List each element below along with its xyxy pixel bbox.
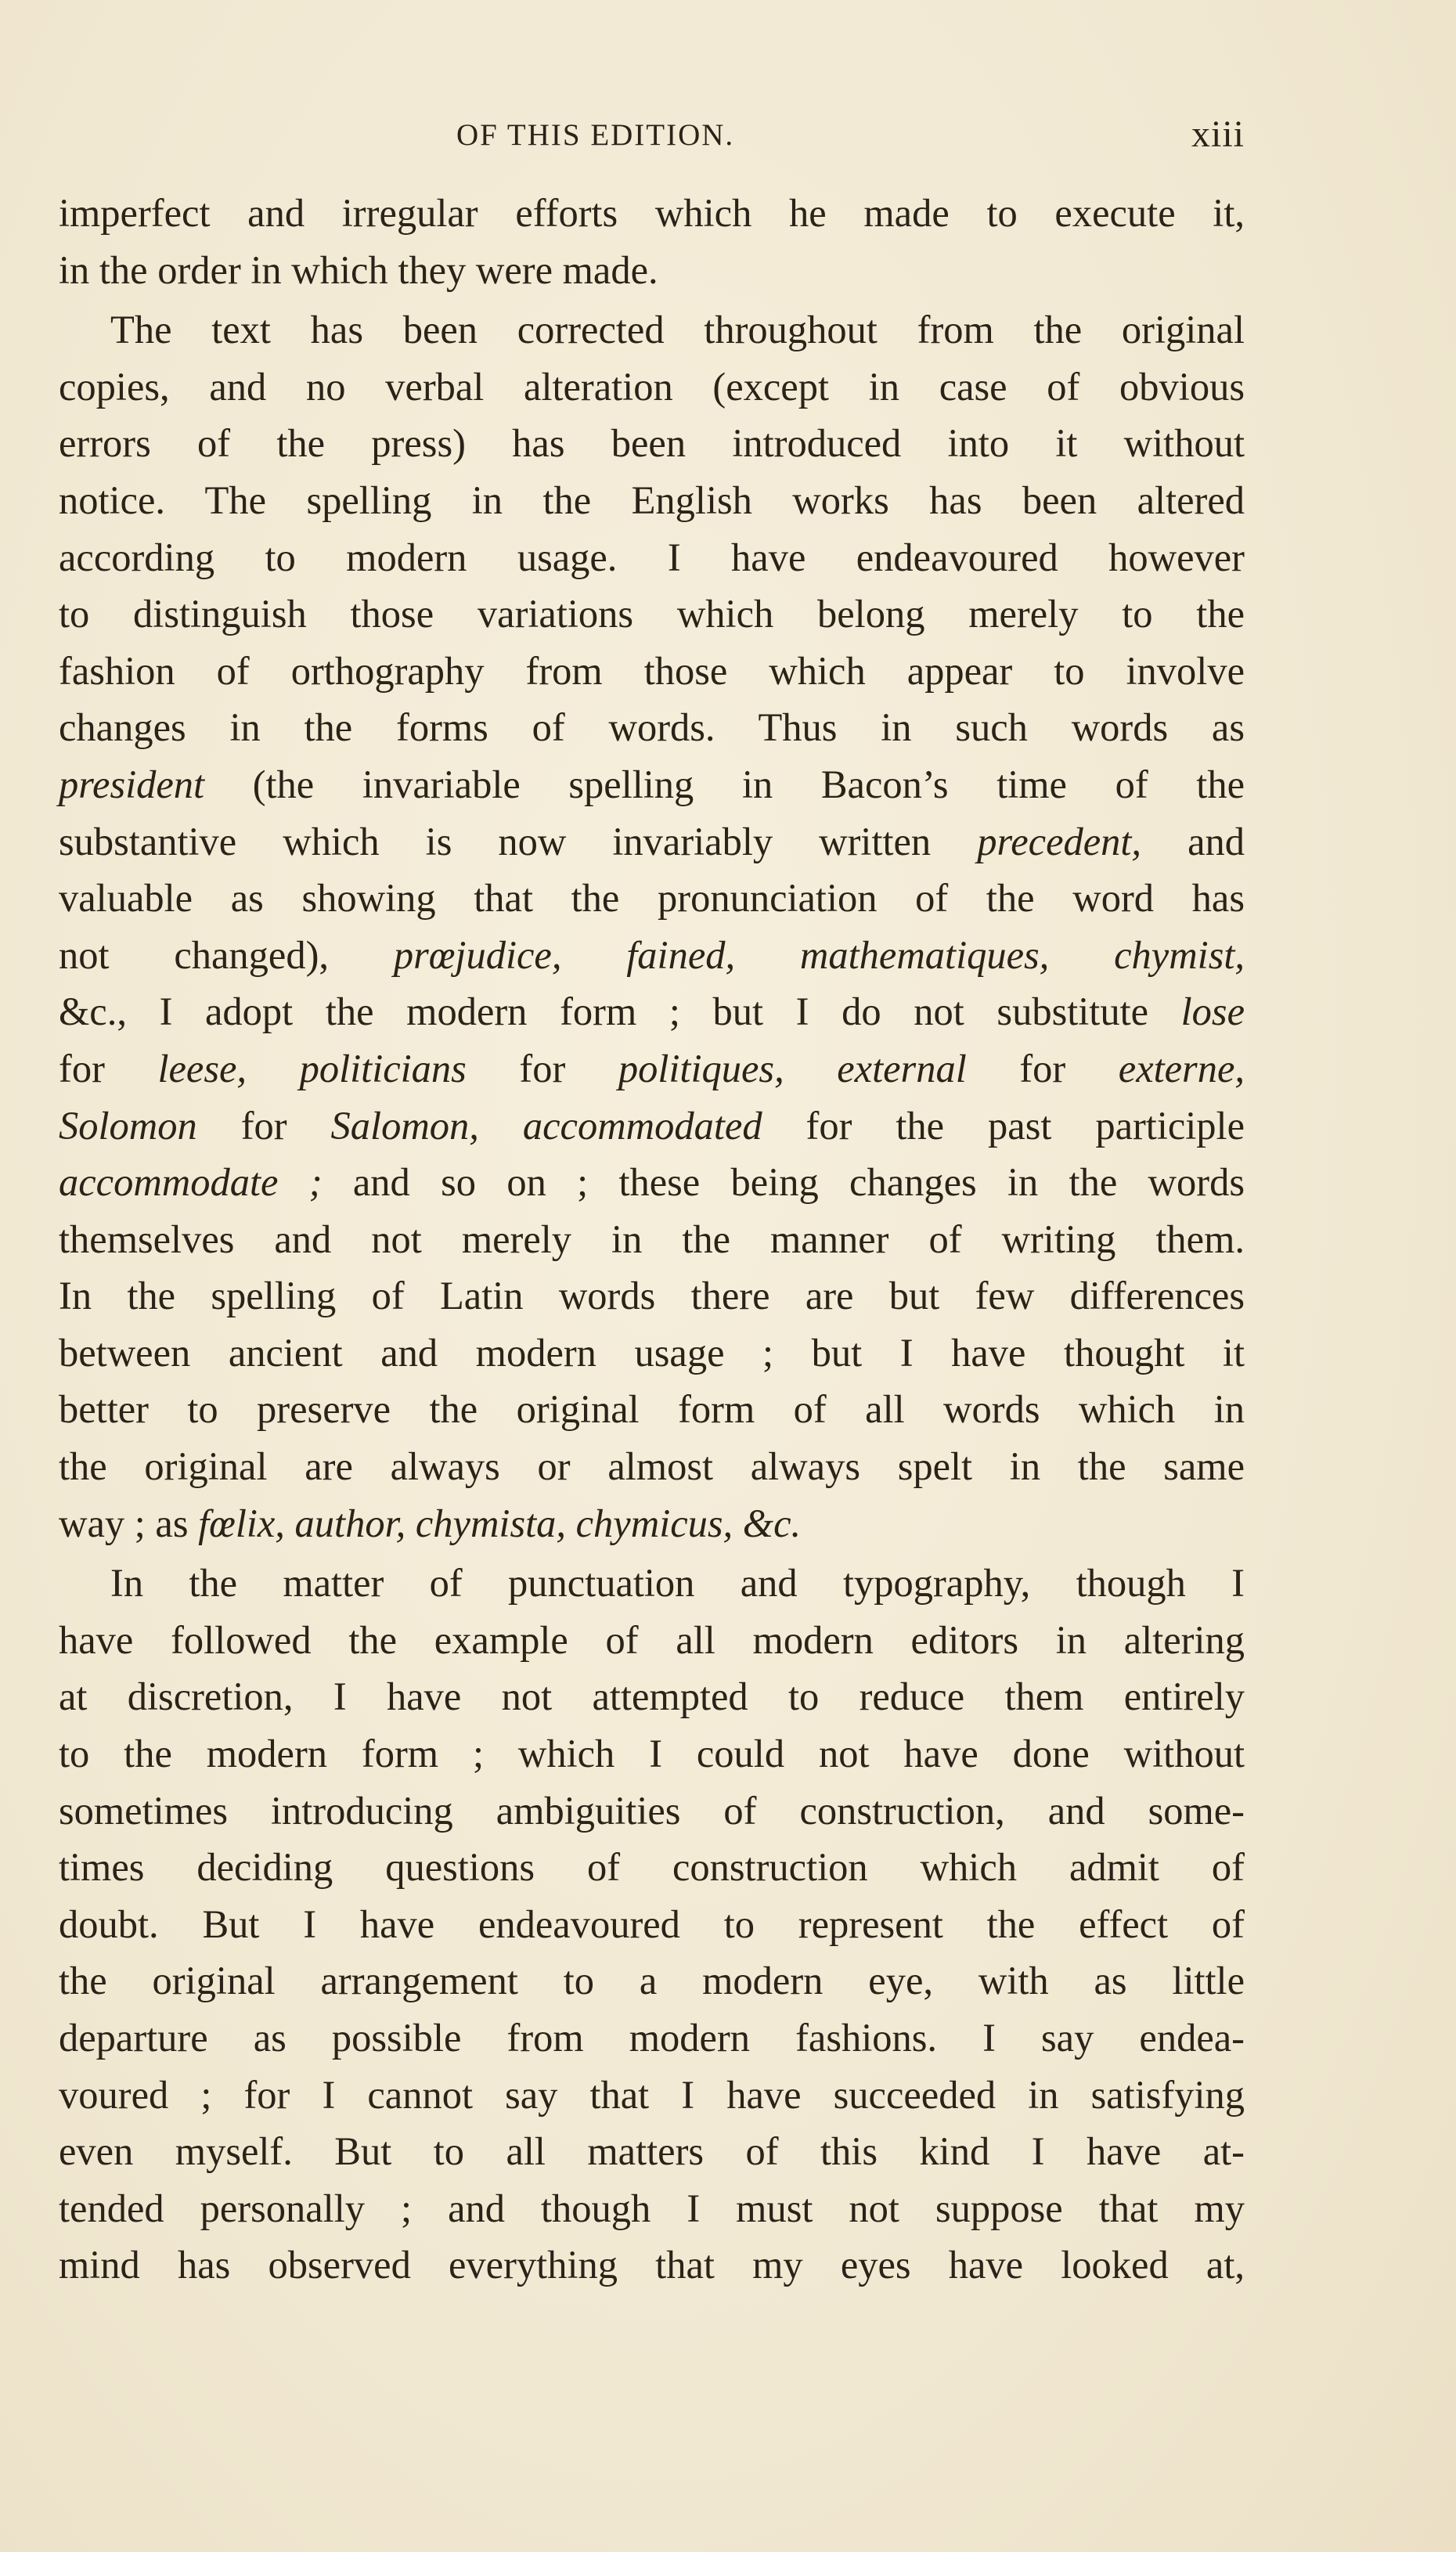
text-segment: errors of the press) has been introduced into it without [59, 421, 1245, 466]
text-segment: better to preserve the original form of all words which in [59, 1387, 1245, 1432]
text-segment: have followed the example of all modern editors in altering [59, 1617, 1245, 1662]
text-segment: tended personally ; and though I must not suppose that my [59, 2186, 1245, 2230]
text-line [59, 1495, 1245, 1552]
text-line [59, 185, 1245, 242]
text-segment: notice. The spelling in the English works has been altered [59, 478, 1245, 522]
italic-text: prœjudice, fained, mathematiques, chymist, [393, 932, 1245, 977]
text-line [59, 1040, 1245, 1098]
text-segment: the original are always or almost always spelt in the same [59, 1444, 1245, 1489]
text-segment: themselves and not merely in the manner of writing them. [59, 1217, 1245, 1261]
text-segment: for [59, 1046, 158, 1090]
text-segment: even myself. But to all matters of this kind I have at- [59, 2129, 1245, 2174]
text-segment: substantive which is now invariably written [59, 819, 978, 863]
text-line [59, 2180, 1245, 2237]
text-segment: for [966, 1046, 1119, 1090]
text-line [59, 1325, 1245, 1382]
text-segment: for [466, 1046, 618, 1090]
text-line [59, 983, 1245, 1040]
text-segment: doubt. But I have endeavoured to represent the effect of [59, 1901, 1245, 1946]
text-line [59, 1438, 1245, 1495]
text-segment: (the invariable spelling in Bacon’s time of the [204, 762, 1245, 806]
text-segment: the original arrangement to a modern eye, with as little [59, 1959, 1245, 2003]
body-text [59, 185, 1245, 2297]
text-line [59, 472, 1245, 529]
text-segment: departure as possible from modern fashions. I say endea- [59, 2016, 1245, 2060]
text-line [59, 1211, 1245, 1268]
text-line [59, 1839, 1245, 1896]
text-line [59, 1952, 1245, 2010]
italic-text: Salomon, accommodated [330, 1103, 762, 1148]
italic-text: Solomon [59, 1103, 197, 1148]
text-segment: valuable as showing that the pronunciation of the word has [59, 876, 1245, 921]
text-segment: not changed), [59, 932, 394, 977]
text-line [59, 1267, 1245, 1325]
text-line [59, 2067, 1245, 2124]
text-line [59, 756, 1245, 813]
text-segment: to the modern form ; which I could not have done without [59, 1732, 1245, 1776]
text-segment: mind has observed everything that my eyes have looked at, [59, 2243, 1245, 2287]
text-line [59, 1725, 1245, 1782]
italic-text: precedent, [977, 819, 1142, 863]
page-header [59, 114, 1245, 164]
text-line [59, 242, 1245, 299]
text-segment: In the matter of punctuation and typography, though I [110, 1561, 1245, 1606]
text-segment: for [196, 1103, 331, 1148]
text-line [59, 529, 1245, 586]
text-line [59, 1668, 1245, 1725]
text-line [59, 1381, 1245, 1438]
running-title: OF THIS EDITION. [456, 118, 735, 152]
text-line [59, 2010, 1245, 2067]
text-line [59, 1896, 1245, 1953]
italic-text: lose [1180, 989, 1245, 1034]
text-line [59, 1612, 1245, 1669]
text-line [59, 2237, 1245, 2294]
text-line [59, 2123, 1245, 2180]
text-segment: way ; as [59, 1501, 199, 1545]
text-line [59, 359, 1245, 416]
paragraph [59, 185, 1245, 298]
italic-text: fœlix, author, chymista, chymicus, &c. [198, 1501, 802, 1545]
text-segment: for the past participle [762, 1103, 1245, 1148]
text-segment: copies, and no verbal alteration (except in case of obvious [59, 364, 1245, 409]
text-line [59, 870, 1245, 927]
text-segment: between ancient and modern usage ; but I have thought it [59, 1330, 1245, 1375]
text-line [59, 1555, 1245, 1612]
italic-text: externe, [1118, 1046, 1245, 1090]
text-line [59, 699, 1245, 756]
text-segment: to distinguish those variations which belong merely to the [59, 592, 1245, 636]
text-segment: voured ; for I cannot say that I have succeeded in satisfying [59, 2072, 1245, 2117]
text-segment: at discretion, I have not attempted to reduce them entirely [59, 1674, 1245, 1719]
text-line [59, 927, 1245, 984]
text-segment: changes in the forms of words. Thus in such words as [59, 705, 1245, 750]
italic-text: politiques, external [618, 1046, 967, 1090]
page-number: xiii [1191, 114, 1245, 155]
text-segment: and so on ; these being changes in the words [322, 1160, 1245, 1205]
italic-text: leese, politicians [157, 1046, 467, 1090]
text-segment: times deciding questions of construction which admit of [59, 1845, 1245, 1890]
paragraph [59, 1555, 1245, 2294]
text-segment: The text has been corrected throughout from the original [110, 308, 1245, 352]
italic-text: president [59, 762, 205, 806]
text-segment: in the order in which they were made. [59, 247, 658, 292]
text-segment: sometimes introducing ambiguities of construction, and some- [59, 1788, 1245, 1833]
text-segment: &c., I adopt the modern form ; but I do not substitute [59, 989, 1181, 1034]
text-segment: and [1141, 819, 1245, 863]
text-line [59, 586, 1245, 643]
text-line [59, 813, 1245, 870]
text-line [59, 643, 1245, 700]
text-segment: imperfect and irregular efforts which he made to execute it, [59, 191, 1245, 235]
text-line [59, 301, 1245, 359]
italic-text: accommodate ; [59, 1160, 323, 1205]
text-line [59, 1782, 1245, 1840]
text-segment: fashion of orthography from those which appear to involve [59, 648, 1245, 693]
text-segment: In the spelling of Latin words there are but few differences [59, 1274, 1245, 1318]
text-line [59, 1098, 1245, 1155]
text-line [59, 1154, 1245, 1211]
text-line [59, 415, 1245, 472]
text-segment: according to modern usage. I have endeavoured however [59, 535, 1245, 579]
paragraph [59, 301, 1245, 1552]
